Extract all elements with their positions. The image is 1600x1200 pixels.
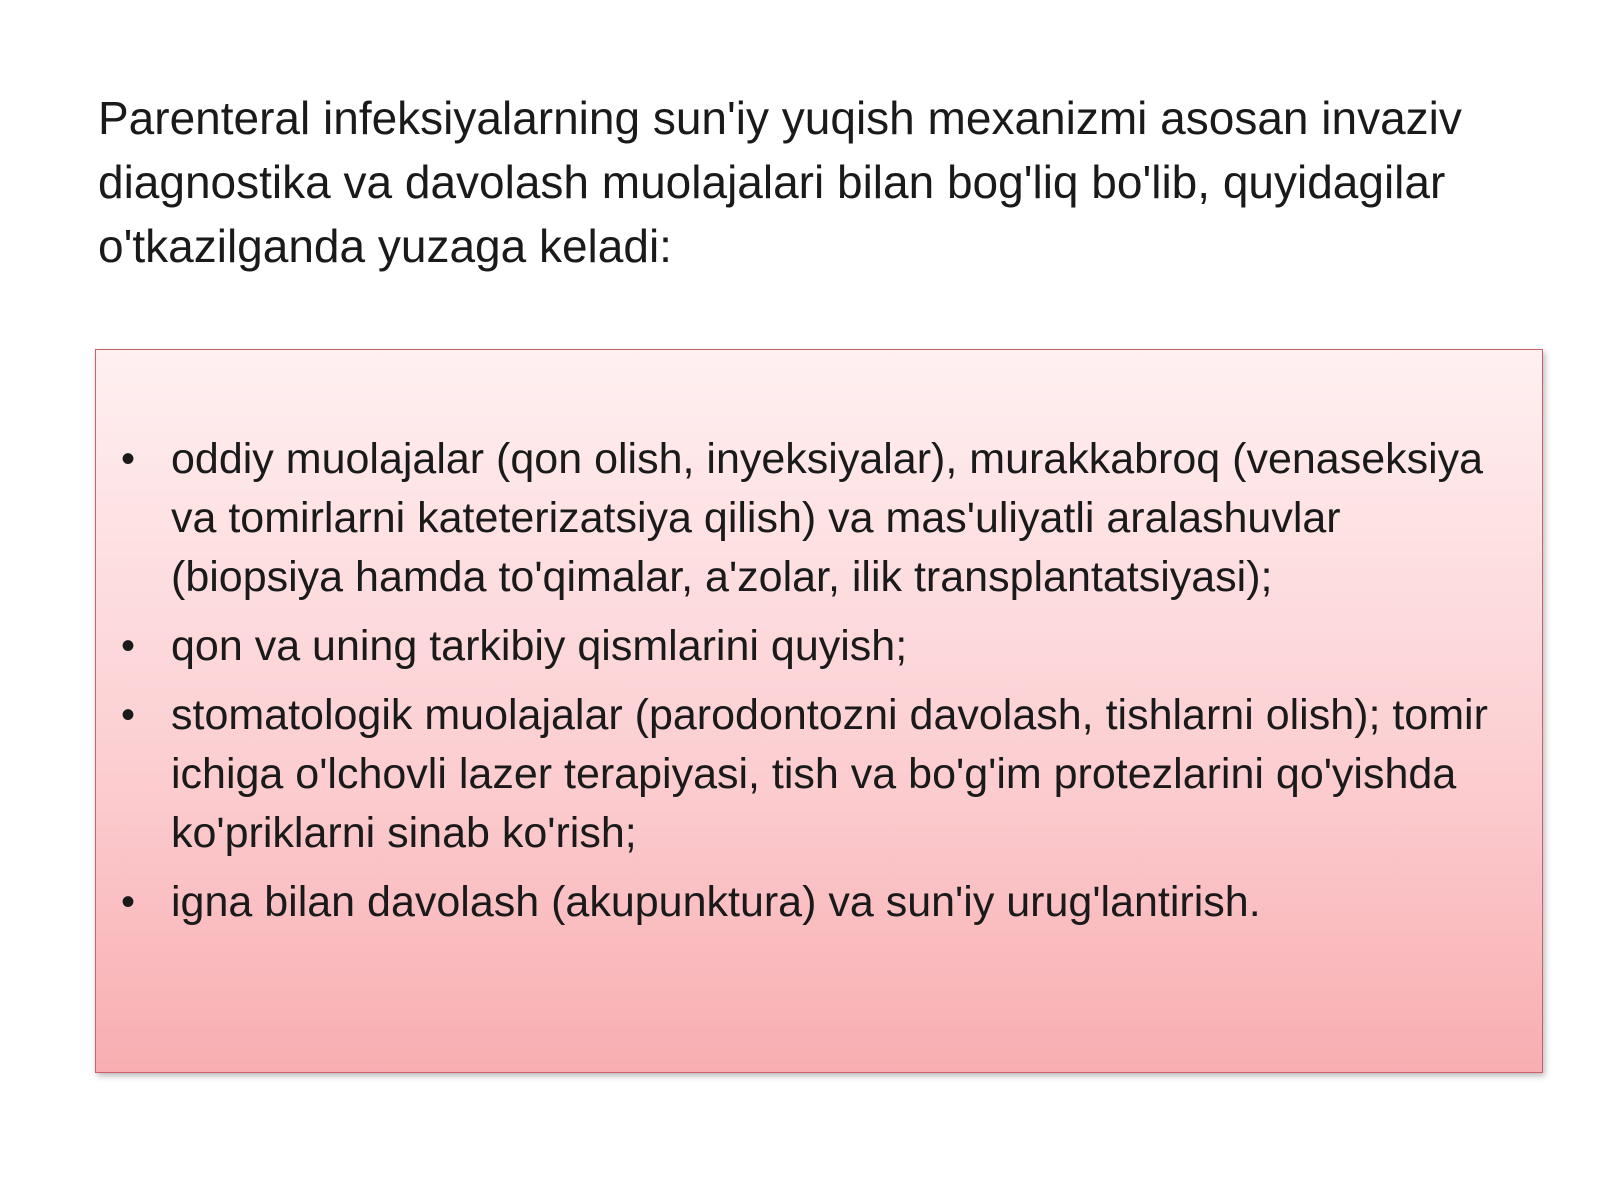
bullet-icon: • [120, 880, 135, 924]
bullet-icon: • [120, 624, 135, 668]
list-item-text: stomatologik muolajalar (parodontozni davolash, tishlarni olish); tomir ichiga o'lchovli lazer terapiyasi, tish va bo'g'im protezlarini qo'yishda ko'priklarni sinab ko'rish; [171, 691, 1488, 857]
bullet-list [96, 430, 1542, 942]
bullet-icon: • [120, 437, 135, 481]
bullet-box [95, 349, 1543, 1073]
bullet-icon: • [120, 693, 135, 737]
list-item [96, 873, 1542, 932]
list-item-text: oddiy muolajalar (qon olish, inyeksiyalar), murakkabroq (venaseksiya va tomirlarni kateterizatsiya qilish) va mas'uliyatli aralashuvlar (biopsiya hamda to'qimalar, a'zolar, ilik transplantatsiyasi); [171, 435, 1484, 601]
list-item [96, 686, 1542, 863]
list-item [96, 430, 1542, 607]
list-item [96, 617, 1542, 676]
list-item-text: igna bilan davolash (akupunktura) va sun'iy urug'lantirish. [171, 878, 1261, 926]
list-item-text: qon va uning tarkibiy qismlarini quyish; [171, 622, 908, 670]
intro-paragraph: Parenteral infeksiyalarning sun'iy yuqish mexanizmi asosan invaziv diagnostika va davolash muolajalari bilan bog'liq bo'lib, quyidagilar o'tkazilganda yuzaga keladi: [98, 92, 1462, 272]
